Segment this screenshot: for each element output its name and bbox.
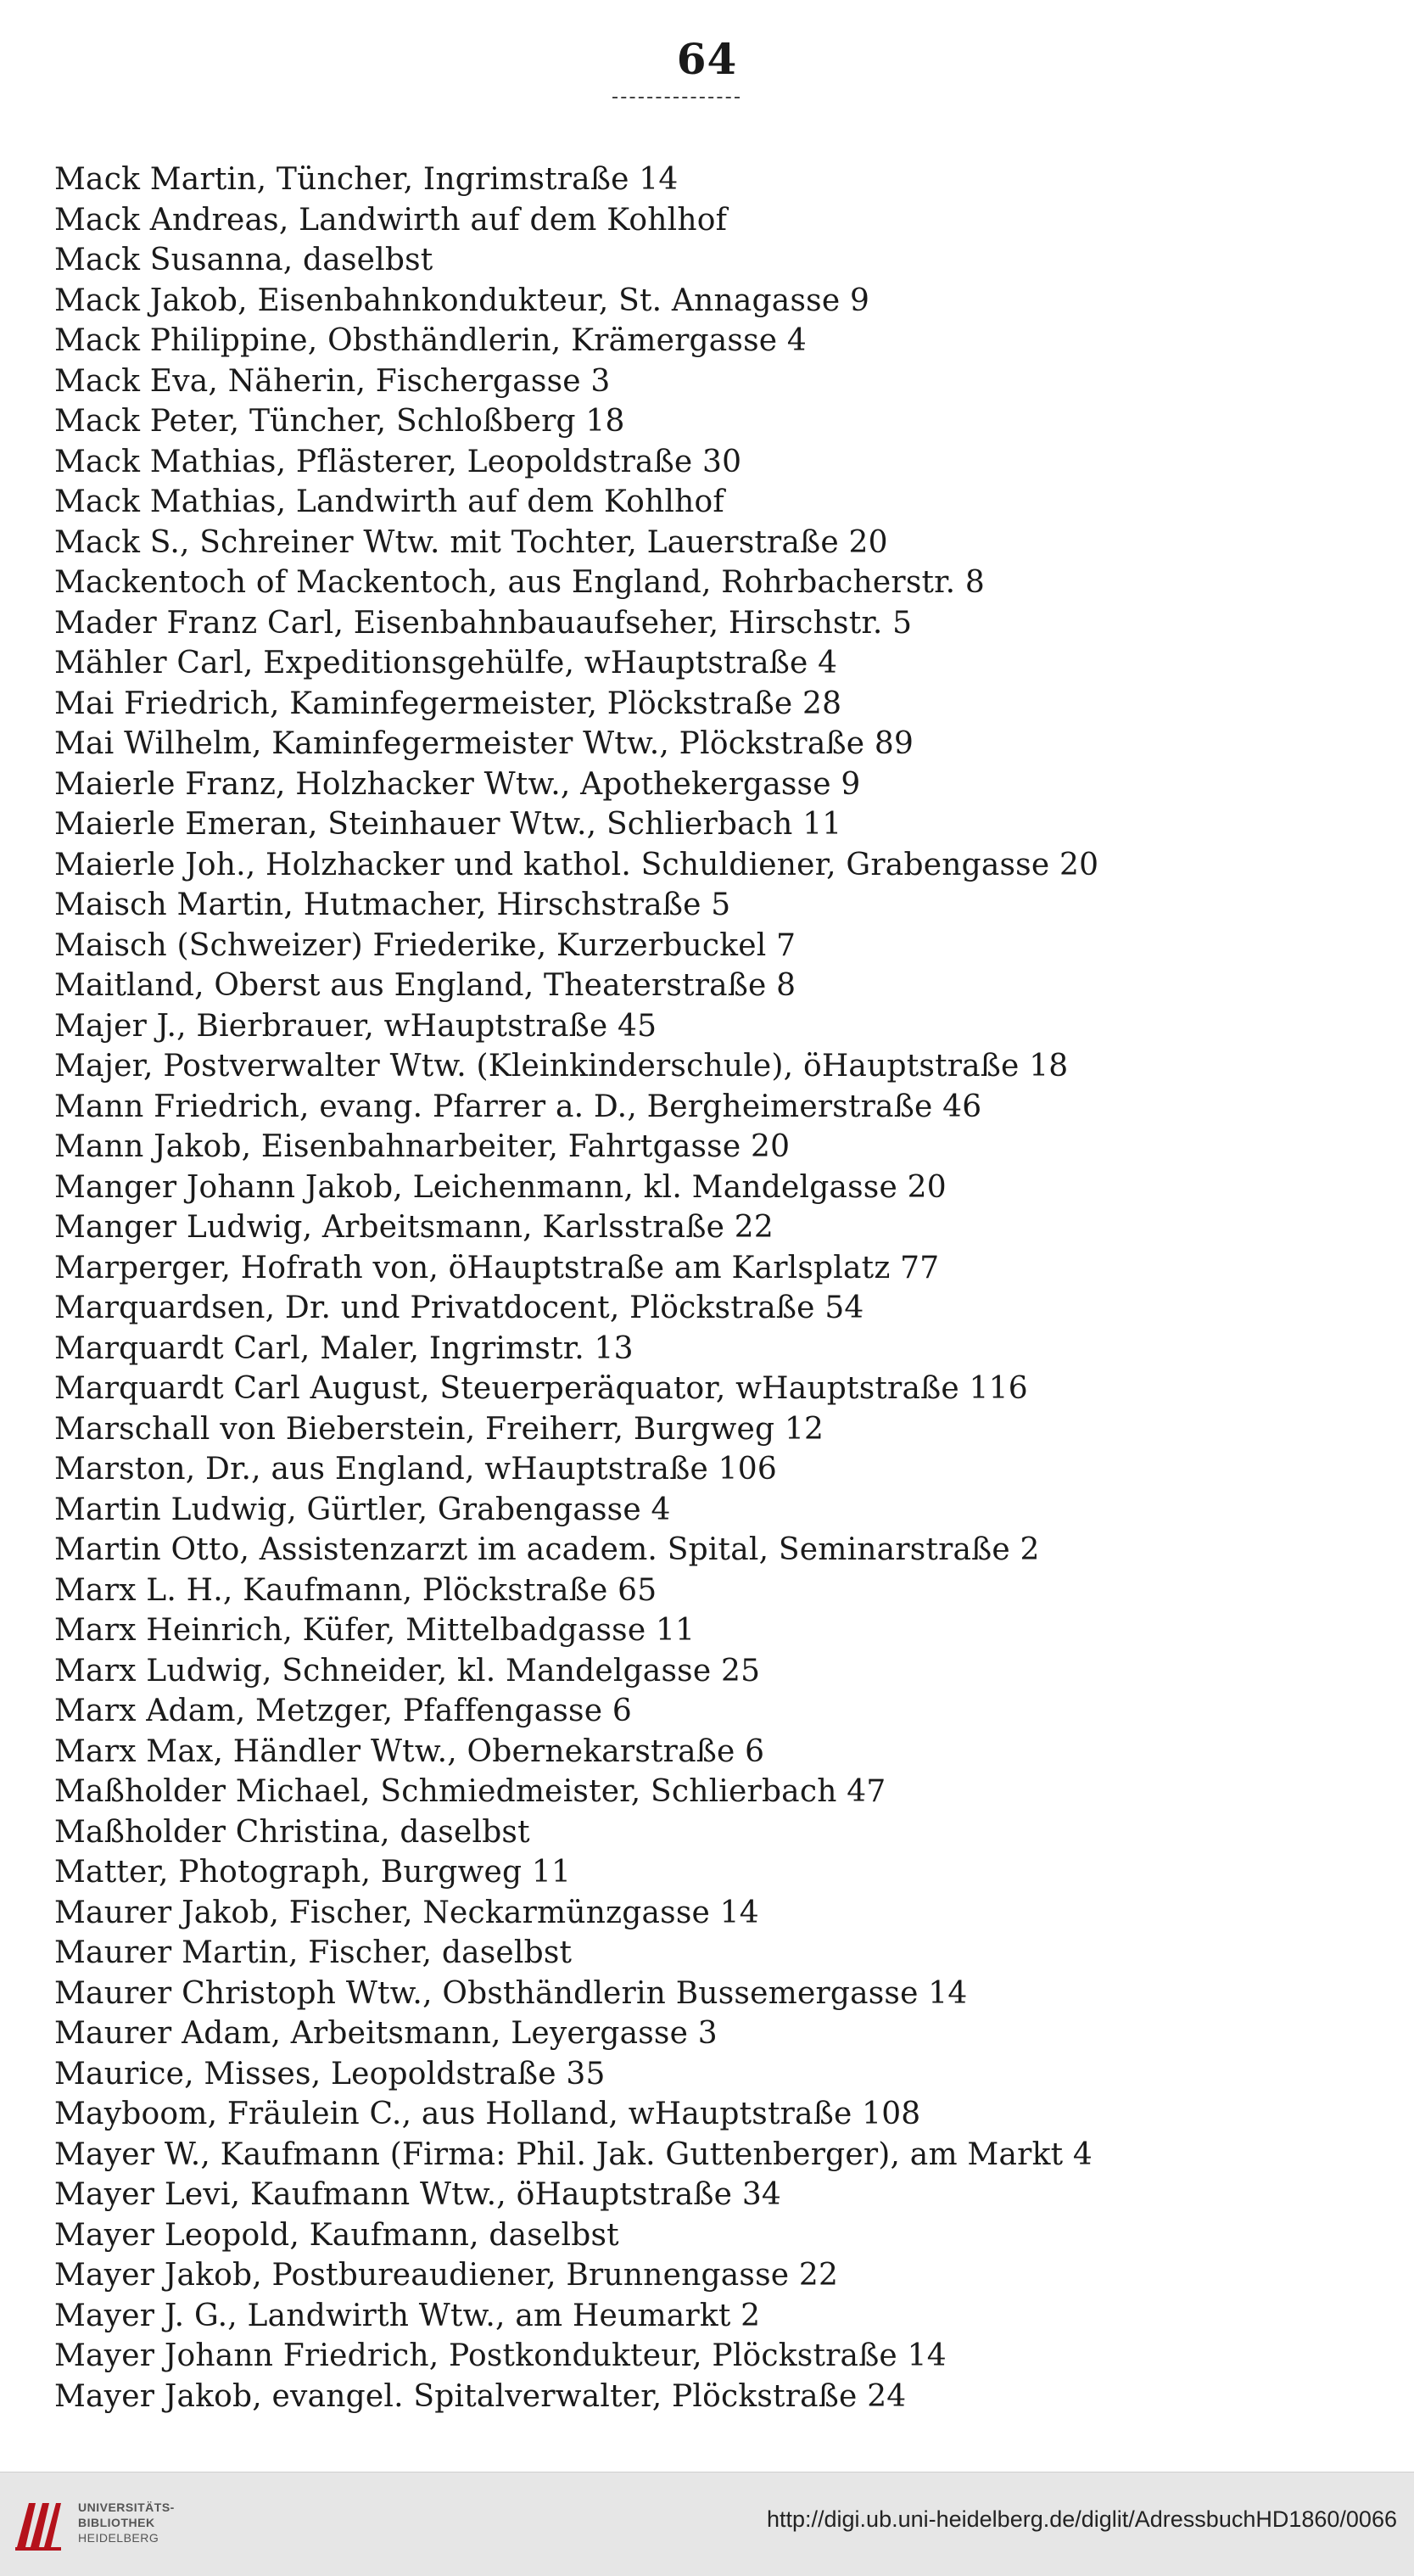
address-entry: Mann Friedrich, evang. Pfarrer a. D., Bergheimerstraße 46 (54, 1089, 982, 1124)
address-entry: Mai Friedrich, Kaminfegermeister, Plöckstraße 28 (54, 686, 842, 721)
library-name (78, 2500, 175, 2545)
address-entry: Marquardsen, Dr. und Privatdocent, Plöckstraße 54 (54, 1291, 864, 1325)
footer-bar (0, 2472, 1414, 2576)
address-entry: Mayer Leopold, Kaufmann, daselbst (54, 2217, 619, 2253)
address-entries-list (54, 160, 1378, 2416)
address-entry: Maisch Martin, Hutmacher, Hirschstraße 5 (54, 888, 731, 922)
library-name-line: BIBLIOTHEK (78, 2516, 155, 2529)
page-number-rule (612, 97, 740, 98)
library-name-line: HEIDELBERG (78, 2531, 159, 2545)
address-entry: Mack Philippine, Obsthändlerin, Krämergasse 4 (54, 323, 807, 358)
address-entry: Maurer Adam, Arbeitsmann, Leyergasse 3 (54, 2016, 718, 2051)
address-entry: Mader Franz Carl, Eisenbahnbauaufseher, Hirschstr. 5 (54, 605, 913, 641)
address-entry: Majer, Postverwalter Wtw. (Kleinkinderschule), öHauptstraße 18 (54, 1049, 1069, 1084)
address-entry: Maurer Martin, Fischer, daselbst (54, 1935, 573, 1970)
address-entry: Mack Susanna, daselbst (54, 243, 433, 277)
address-entry: Mack Mathias, Landwirth auf dem Kohlhof (54, 484, 724, 519)
address-entry: Mack Jakob, Eisenbahnkondukteur, St. Annagasse 9 (54, 283, 870, 318)
address-entry: Marquardt Carl August, Steuerperäquator, wHauptstraße 116 (54, 1371, 1028, 1406)
address-entry: Mackentoch of Mackentoch, aus England, Rohrbacherstr. 8 (54, 565, 986, 600)
address-entry: Maierle Franz, Holzhacker Wtw., Apothekergasse 9 (54, 766, 861, 802)
address-entry: Marx Ludwig, Schneider, kl. Mandelgasse 25 (54, 1653, 761, 1688)
address-entry: Maurer Jakob, Fischer, Neckarmünzgasse 14 (54, 1895, 759, 1930)
address-entry: Maierle Joh., Holzhacker und kathol. Schuldiener, Grabengasse 20 (54, 847, 1099, 882)
address-entry: Maßholder Michael, Schmiedmeister, Schlierbach 47 (54, 1774, 886, 1809)
address-entry: Marschall von Bieberstein, Freiherr, Burgweg 12 (54, 1411, 824, 1447)
address-entry: Martin Ludwig, Gürtler, Grabengasse 4 (54, 1492, 671, 1527)
address-entry: Mack Andreas, Landwirth auf dem Kohlhof (54, 202, 728, 238)
address-entry: Mayer Johann Friedrich, Postkondukteur, Plöckstraße 14 (54, 2338, 947, 2373)
address-entry: Mack S., Schreiner Wtw. mit Tochter, Lauerstraße 20 (54, 524, 888, 560)
address-entry: Mayer W., Kaufmann (Firma: Phil. Jak. Guttenberger), am Markt 4 (54, 2136, 1093, 2172)
address-entry: Maisch (Schweizer) Friederike, Kurzerbuckel 7 (54, 927, 796, 963)
address-entry: Marx Max, Händler Wtw., Obernekarstraße 6 (54, 1733, 765, 1769)
address-entry: Maitland, Oberst aus England, Theaterstraße 8 (54, 968, 796, 1003)
university-logo-icon (12, 2496, 64, 2552)
address-entry: Mayboom, Fräulein C., aus Holland, wHauptstraße 108 (54, 2097, 921, 2131)
address-entry: Marx L. H., Kaufmann, Plöckstraße 65 (54, 1572, 657, 1608)
address-entry: Maßholder Christina, daselbst (54, 1814, 530, 1850)
address-entry: Maierle Emeran, Steinhauer Wtw., Schlierbach 11 (54, 807, 842, 842)
address-entry: Mayer Jakob, Postbureaudiener, Brunnengasse 22 (54, 2258, 839, 2293)
address-entry: Maurice, Misses, Leopoldstraße 35 (54, 2056, 606, 2092)
address-entry: Martin Otto, Assistenzarzt im academ. Spital, Seminarstraße 2 (54, 1532, 1040, 1567)
address-entry: Majer J., Bierbrauer, wHauptstraße 45 (54, 1008, 657, 1044)
address-entry: Mähler Carl, Expeditionsgehülfe, wHauptstraße 4 (54, 646, 838, 680)
address-entry: Matter, Photograph, Burgweg 11 (54, 1855, 572, 1890)
address-entry: Mack Eva, Näherin, Fischergasse 3 (54, 363, 611, 399)
address-entry: Mack Peter, Tüncher, Schloßberg 18 (54, 404, 625, 439)
address-entry: Marx Heinrich, Küfer, Mittelbadgasse 11 (54, 1613, 696, 1648)
address-entry: Marx Adam, Metzger, Pfaffengasse 6 (54, 1694, 632, 1728)
source-url-link[interactable]: http://digi.ub.uni-heidelberg.de/diglit/AdressbuchHD1860/0066 (766, 2506, 1397, 2532)
address-entry: Mai Wilhelm, Kaminfegermeister Wtw., Plöckstraße 89 (54, 726, 914, 761)
address-entry: Marquardt Carl, Maler, Ingrimstr. 13 (54, 1330, 634, 1366)
address-entry: Manger Johann Jakob, Leichenmann, kl. Mandelgasse 20 (54, 1169, 947, 1205)
page-number: 64 (676, 34, 738, 84)
address-entry: Mayer Levi, Kaufmann Wtw., öHauptstraße 34 (54, 2177, 782, 2212)
address-entry: Manger Ludwig, Arbeitsmann, Karlsstraße 22 (54, 1210, 774, 1245)
address-entry: Maurer Christoph Wtw., Obsthändlerin Bussemergasse 14 (54, 1975, 968, 2011)
address-entry: Marperger, Hofrath von, öHauptstraße am Karlsplatz 77 (54, 1250, 940, 1285)
address-entry: Mayer Jakob, evangel. Spitalverwalter, Plöckstraße 24 (54, 2378, 907, 2414)
address-entry: Mayer J. G., Landwirth Wtw., am Heumarkt 2 (54, 2298, 761, 2333)
address-entry: Mack Martin, Tüncher, Ingrimstraße 14 (54, 162, 679, 197)
address-entry: Marston, Dr., aus England, wHauptstraße 106 (54, 1452, 777, 1487)
address-entry: Mack Mathias, Pflästerer, Leopoldstraße 30 (54, 444, 742, 479)
library-name-line: UNIVERSITÄTS- (78, 2500, 175, 2514)
address-entry: Mann Jakob, Eisenbahnarbeiter, Fahrtgasse 20 (54, 1129, 791, 1164)
